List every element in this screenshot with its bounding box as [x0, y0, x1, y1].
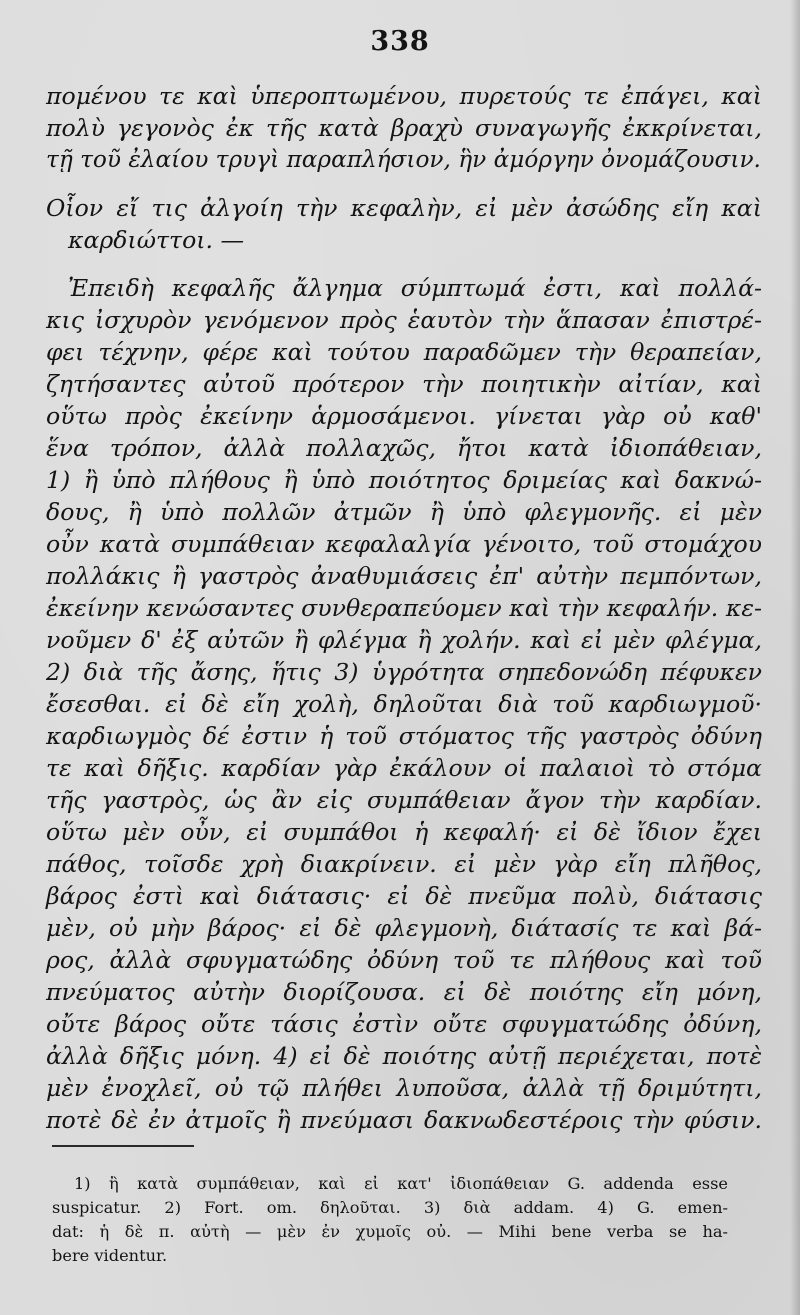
text-line: 2) διὰ τῆς ἄσης, ἥτις 3) ὑγρότητα σηπεδονώδη πέφυκεν — [46, 658, 762, 686]
text-line: μὲν, οὐ μὴν βάρος· εἰ δὲ φλεγμονὴ, διάτασίς τε καὶ βά- — [46, 914, 762, 942]
text-line: δους, ἢ ὑπὸ πολλῶν ἀτμῶν ἢ ὑπὸ φλεγμονῆς. εἰ μὲν — [46, 498, 762, 526]
text-line: πολὺ γεγονὸς ἐκ τῆς κατὰ βραχὺ συναγωγῆς ἐκκρίνεται, — [46, 114, 762, 142]
footnote-line: suspicatur. 2) Fort. om. δηλοῦται. 3) διὰ addam. 4) G. emen- — [52, 1198, 728, 1217]
text-line: πνεύματος αὐτὴν διορίζουσα. εἰ δὲ ποιότης εἴη μόνη, — [46, 978, 762, 1006]
text-line: οὕτω μὲν οὖν, εἰ συμπάθοι ἡ κεφαλή· εἰ δὲ ἴδιον ἔχει — [46, 818, 762, 846]
text-line: τῇ τοῦ ἐλαίου τρυγὶ παραπλήσιον, ἣν ἀμόργην ὀνομάζουσιν. — [46, 146, 761, 173]
text-line: ἀλλὰ δῆξις μόνη. 4) εἰ δὲ ποιότης αὐτῇ περιέχεται, ποτὲ — [46, 1042, 762, 1070]
paragraph-1 — [46, 80, 762, 176]
text-line: τῆς γαστρὸς, ὡς ἂν εἰς συμπάθειαν ἄγον τὴν καρδίαν. — [46, 786, 762, 814]
text-line: ρος, ἀλλὰ σφυγματώδης ὀδύνη τοῦ τε πλήθους καὶ τοῦ — [46, 946, 762, 974]
text-line: μὲν ἐνοχλεῖ, οὐ τῷ πλήθει λυποῦσα, ἀλλὰ τῇ δριμύτητι, — [46, 1074, 762, 1102]
footnote-divider — [52, 1145, 194, 1147]
text-line: οὖν κατὰ συμπάθειαν κεφαλαλγία γένοιτο, τοῦ στομάχου — [46, 530, 762, 558]
main-text — [46, 80, 762, 1136]
text-line: κις ἰσχυρὸν γενόμενον πρὸς ἑαυτὸν τὴν ἅπασαν ἐπιστρέ- — [46, 306, 762, 334]
text-line: Ἐπειδὴ κεφαλῆς ἄλγημα σύμπτωμά ἐστι, καὶ πολλά- — [68, 274, 762, 302]
text-line: φει τέχνην, φέρε καὶ τούτου παραδῶμεν τὴν θεραπείαν, — [46, 338, 762, 366]
text-line: πάθος, τοῖσδε χρὴ διακρίνειν. εἰ μὲν γὰρ εἴη πλῆθος, — [46, 850, 762, 878]
text-line: ποτὲ δὲ ἐν ἀτμοῖς ἢ πνεύμασι δακνωδεστέροις τὴν φύσιν. — [46, 1106, 762, 1134]
paragraph-2 — [46, 192, 762, 256]
footnotes — [52, 1172, 728, 1268]
text-line: οὕτω πρὸς ἐκείνην ἁρμοσάμενοι. γίνεται γὰρ οὐ καθ' — [46, 402, 762, 430]
text-line: ἔσεσθαι. εἰ δὲ εἴη χολὴ, δηλοῦται διὰ τοῦ καρδιωγμοῦ· — [46, 690, 762, 718]
text-line: νοῦμεν δ' ἐξ αὐτῶν ἢ φλέγμα ἢ χολήν. καὶ εἰ μὲν φλέγμα, — [46, 626, 762, 654]
footnote-line: bere videntur. — [52, 1246, 168, 1265]
text-line: καρδιωγμὸς δέ ἐστιν ἡ τοῦ στόματος τῆς γαστρὸς ὀδύνη — [46, 722, 762, 750]
text-line: οὔτε βάρος οὔτε τάσις ἐστὶν οὔτε σφυγματώδης ὀδύνη, — [46, 1010, 762, 1038]
text-line: καρδιώττοι. — — [68, 226, 245, 254]
text-line: Οἷον εἴ τις ἀλγοίη τὴν κεφαλὴν, εἰ μὲν ἀσώδης εἴη καὶ — [46, 194, 762, 222]
text-line: πολλάκις ἢ γαστρὸς ἀναθυμιάσεις ἐπ' αὐτὴν πεμπόντων, — [46, 562, 762, 590]
footnote-line: dat: ἡ δὲ π. αὐτὴ — μὲν ἐν χυμοῖς οὐ. — Mihi bene verba se ha- — [52, 1222, 728, 1241]
text-line: βάρος ἐστὶ καὶ διάτασις· εἰ δὲ πνεῦμα πολὺ, διάτασις — [46, 882, 762, 910]
text-line: ἕνα τρόπον, ἀλλὰ πολλαχῶς, ἤτοι κατὰ ἰδιοπάθειαν, — [46, 434, 762, 462]
paragraph-3 — [46, 272, 762, 1136]
text-line: ἐκείνην κενώσαντες συνθεραπεύομεν καὶ τὴν κεφαλήν. κε- — [46, 594, 762, 622]
page-edge-shadow — [790, 0, 800, 1315]
text-line: 1) ἢ ὑπὸ πλήθους ἢ ὑπὸ ποιότητος δριμείας καὶ δακνώ- — [46, 466, 762, 494]
text-line: ζητήσαντες αὐτοῦ πρότερον τὴν ποιητικὴν αἰτίαν, καὶ — [46, 370, 762, 398]
page-number: 338 — [370, 26, 430, 57]
text-line: πομένου τε καὶ ὑπεροπτωμένου, πυρετούς τε ἐπάγει, καὶ — [46, 82, 762, 110]
text-line: τε καὶ δῆξις. καρδίαν γὰρ ἐκάλουν οἱ παλαιοὶ τὸ στόμα — [46, 754, 762, 782]
footnote-line: 1) ἢ κατὰ συμπάθειαν, καὶ εἰ κατ' ἰδιοπάθειαν G. addenda esse — [74, 1174, 728, 1193]
